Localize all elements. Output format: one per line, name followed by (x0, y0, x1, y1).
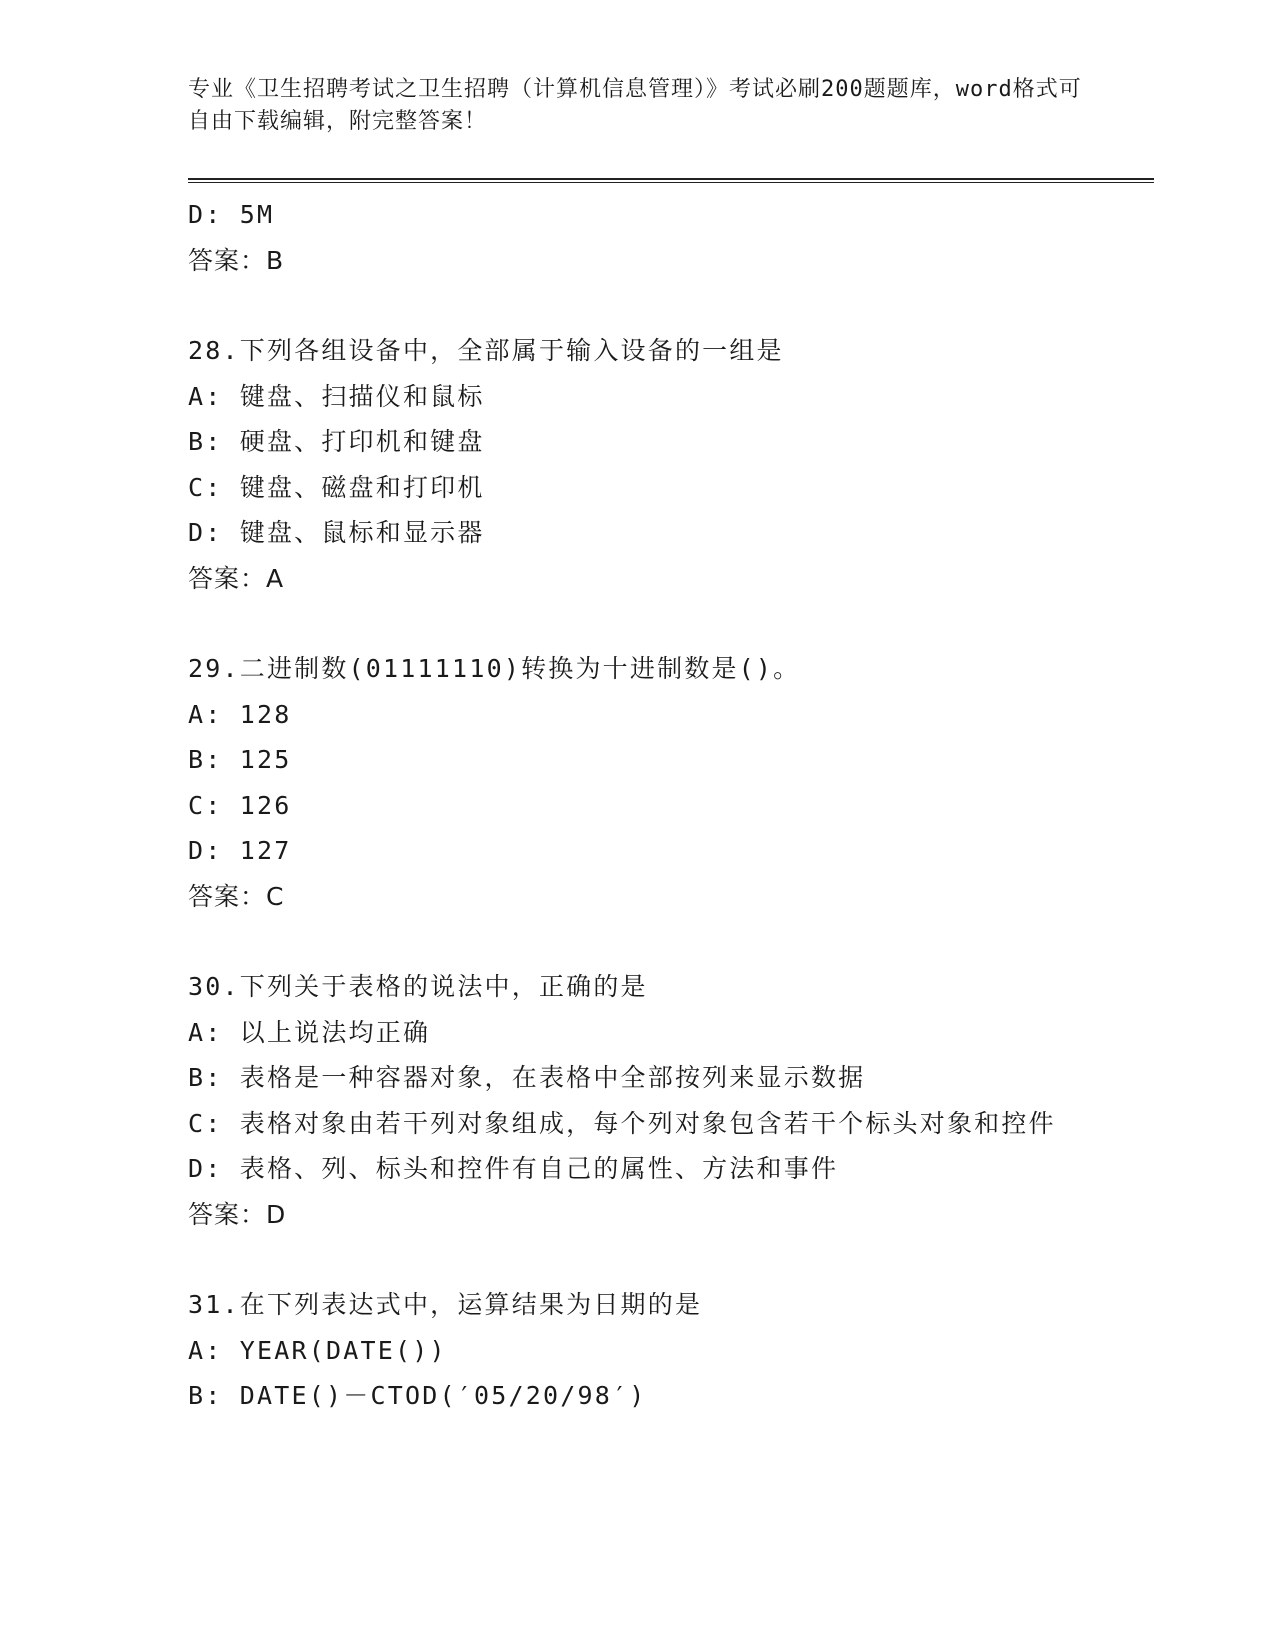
option-c: C: 126 (188, 790, 292, 820)
option-b: B: 硬盘、打印机和键盘 (188, 427, 485, 456)
option-a: A: 以上说法均正确 (188, 1017, 431, 1047)
option-a: A: 键盘、扫描仪和鼠标 (188, 381, 485, 411)
option-a: A: YEAR(DATE()) (188, 1335, 447, 1365)
question-stem: 31.在下列表达式中，运算结果为日期的是 (188, 1290, 703, 1319)
question-stem: 28.下列各组设备中，全部属于输入设备的一组是 (188, 336, 784, 365)
document-header: 专业《卫生招聘考试之卫生招聘（计算机信息管理）》考试必刷200题题库，word格式可自由下载编辑，附完整答案！ (188, 77, 1082, 134)
question-stem: 29.二进制数(01111110)转换为十进制数是()。 (188, 654, 801, 683)
option-a: A: 128 (188, 699, 292, 729)
option-d: D: 键盘、鼠标和显示器 (188, 518, 485, 547)
option-d: D: 127 (188, 836, 292, 865)
option-c: C: 表格对象由若干列对象组成，每个列对象包含若干个标头对象和控件 (188, 1108, 1056, 1138)
answer-line: 答案：C (188, 881, 285, 911)
answer-line: 答案：B (188, 245, 285, 275)
question-stem: 30.下列关于表格的说法中，正确的是 (188, 972, 648, 1001)
option-b: B: 表格是一种容器对象，在表格中全部按列来显示数据 (188, 1063, 866, 1092)
option-d: D: 表格、列、标头和控件有自己的属性、方法和事件 (188, 1154, 839, 1183)
document-body (188, 192, 1088, 1419)
header-divider (188, 178, 1154, 183)
answer-line: 答案：A (188, 563, 285, 593)
option-b: B: DATE()－CTOD(′05/20/98′) (188, 1381, 647, 1410)
option-b: B: 125 (188, 745, 292, 774)
answer-line: 答案：D (188, 1199, 287, 1229)
option-d: D: 5M (188, 200, 275, 229)
option-c: C: 键盘、磁盘和打印机 (188, 472, 485, 502)
